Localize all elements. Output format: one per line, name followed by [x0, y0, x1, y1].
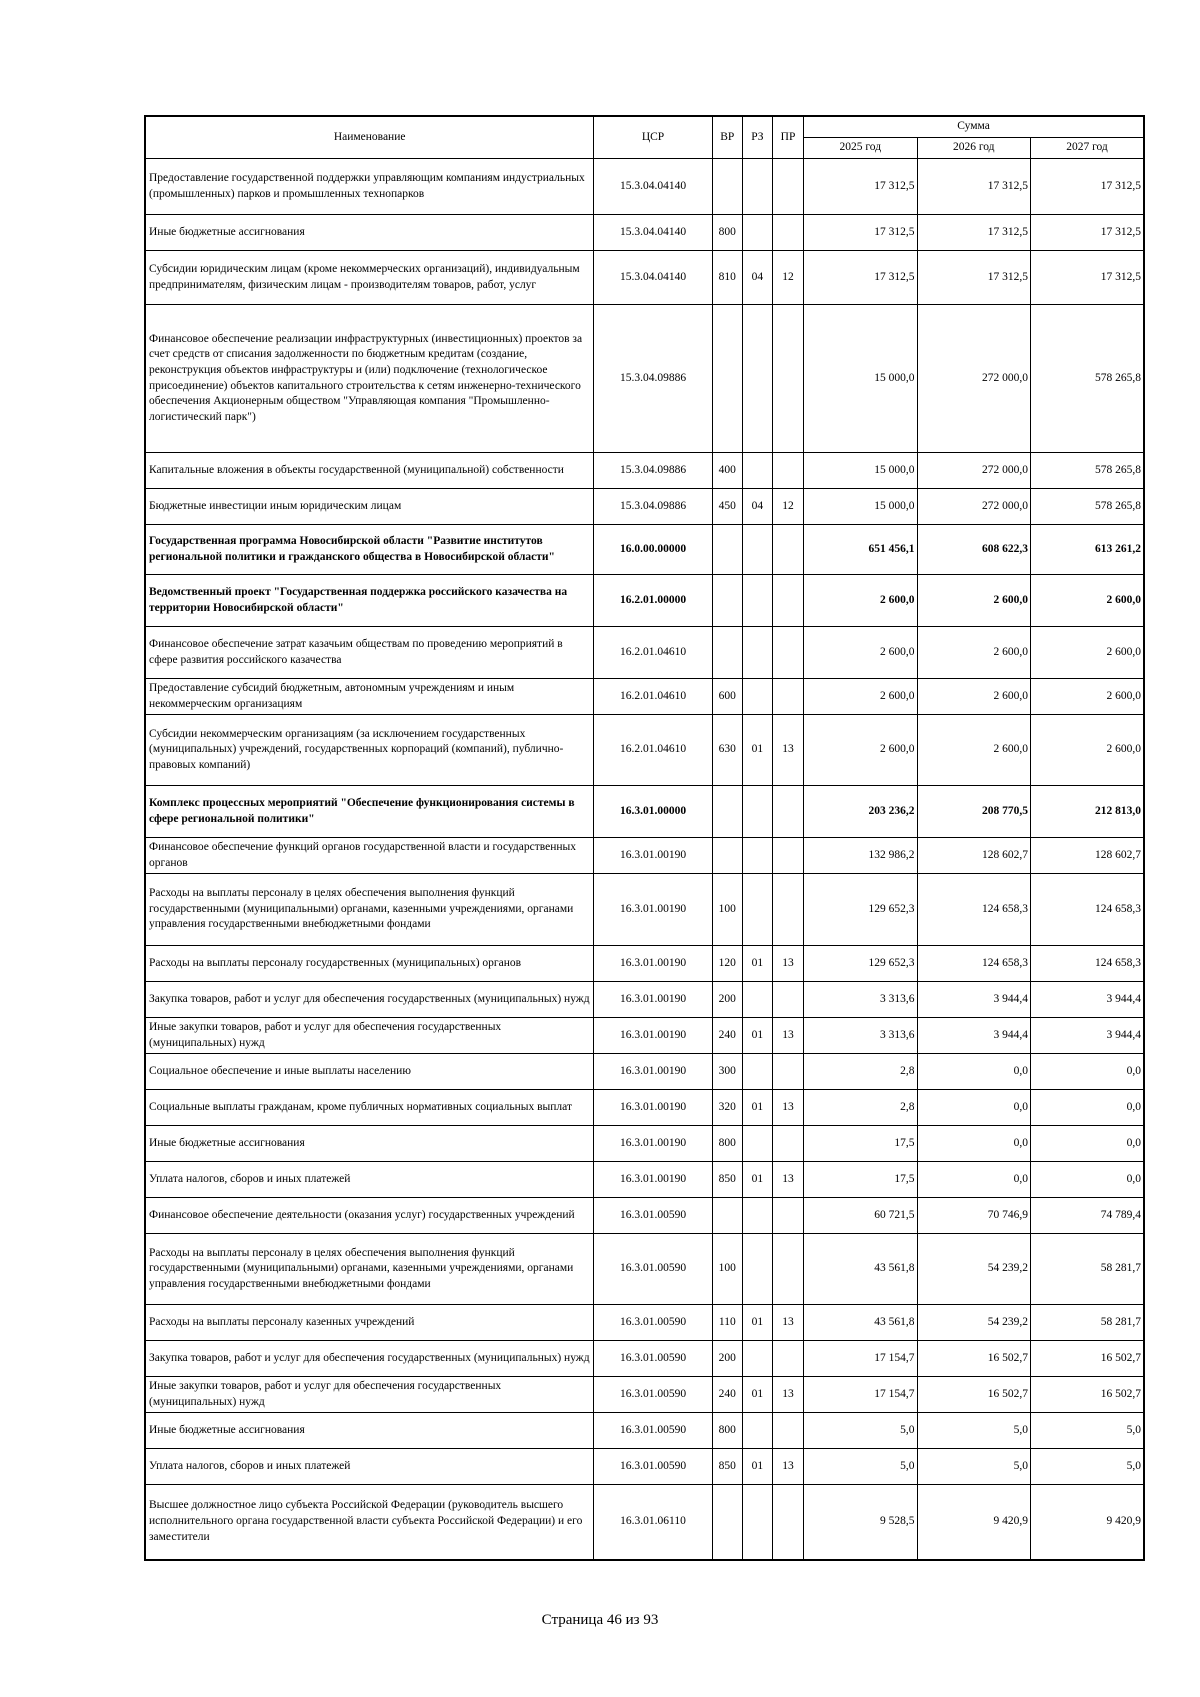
cell-pr: 13	[772, 1090, 803, 1126]
cell-csr: 16.0.00.00000	[594, 525, 712, 575]
cell-rz	[742, 838, 772, 874]
cell-2025: 2 600,0	[804, 715, 917, 786]
cell-2027: 2 600,0	[1030, 679, 1144, 715]
cell-name: Ведомственный проект "Государственная поддержка российского казачества на территории Новосибирской области"	[145, 575, 594, 627]
cell-csr: 16.3.01.00590	[594, 1198, 712, 1234]
cell-pr	[772, 1054, 803, 1090]
cell-rz: 01	[742, 1162, 772, 1198]
cell-name: Государственная программа Новосибирской области "Развитие институтов региональной политики и гражданского общества в Новосибирской области"	[145, 525, 594, 575]
cell-csr: 15.3.04.04140	[594, 215, 712, 251]
table-row	[145, 1485, 1144, 1560]
cell-rz: 01	[742, 1449, 772, 1485]
cell-csr: 16.3.01.00190	[594, 1090, 712, 1126]
cell-2025: 129 652,3	[804, 874, 917, 946]
table-row	[145, 1090, 1144, 1126]
cell-2025: 15 000,0	[804, 489, 917, 525]
cell-pr	[772, 627, 803, 679]
cell-csr: 16.3.01.00190	[594, 982, 712, 1018]
cell-csr: 16.3.01.00590	[594, 1234, 712, 1305]
cell-2027: 2 600,0	[1030, 575, 1144, 627]
cell-2025: 3 313,6	[804, 982, 917, 1018]
cell-rz: 01	[742, 1305, 772, 1341]
cell-2025: 17,5	[804, 1126, 917, 1162]
table-row	[145, 1234, 1144, 1305]
cell-2026: 17 312,5	[917, 215, 1030, 251]
cell-name: Иные бюджетные ассигнования	[145, 1413, 594, 1449]
cell-pr	[772, 525, 803, 575]
cell-rz: 01	[742, 715, 772, 786]
cell-csr: 16.3.01.00000	[594, 786, 712, 838]
cell-pr	[772, 982, 803, 1018]
cell-vr	[712, 525, 742, 575]
cell-2026: 54 239,2	[917, 1234, 1030, 1305]
cell-2026: 208 770,5	[917, 786, 1030, 838]
cell-csr: 16.3.01.00190	[594, 1162, 712, 1198]
cell-2026: 2 600,0	[917, 715, 1030, 786]
cell-name: Расходы на выплаты персоналу в целях обеспечения выполнения функций государственными (муниципальными) органами, казенными учреждениями, органами управления государственными внебюджетными фондами	[145, 874, 594, 946]
cell-name: Предоставление субсидий бюджетным, автономным учреждениям и иным некоммерческим организациям	[145, 679, 594, 715]
cell-2025: 17 312,5	[804, 215, 917, 251]
cell-vr: 810	[712, 251, 742, 305]
table-row	[145, 1126, 1144, 1162]
cell-rz: 01	[742, 1018, 772, 1054]
cell-2027: 16 502,7	[1030, 1377, 1144, 1413]
cell-rz	[742, 1341, 772, 1377]
cell-vr: 320	[712, 1090, 742, 1126]
cell-2026: 3 944,4	[917, 982, 1030, 1018]
cell-vr	[712, 159, 742, 215]
cell-name: Социальные выплаты гражданам, кроме публичных нормативных социальных выплат	[145, 1090, 594, 1126]
cell-pr	[772, 838, 803, 874]
cell-csr: 15.3.04.09886	[594, 305, 712, 453]
cell-pr	[772, 1126, 803, 1162]
cell-name: Капитальные вложения в объекты государственной (муниципальной) собственности	[145, 453, 594, 489]
cell-pr	[772, 1485, 803, 1560]
cell-2026: 124 658,3	[917, 946, 1030, 982]
cell-rz	[742, 575, 772, 627]
table-row	[145, 575, 1144, 627]
cell-2027: 5,0	[1030, 1413, 1144, 1449]
cell-name: Социальное обеспечение и иные выплаты населению	[145, 1054, 594, 1090]
cell-rz: 04	[742, 489, 772, 525]
cell-2027: 0,0	[1030, 1054, 1144, 1090]
cell-pr	[772, 874, 803, 946]
cell-pr	[772, 1234, 803, 1305]
cell-csr: 15.3.04.04140	[594, 159, 712, 215]
cell-rz	[742, 1198, 772, 1234]
cell-csr: 16.3.01.00590	[594, 1449, 712, 1485]
cell-rz	[742, 159, 772, 215]
cell-vr	[712, 786, 742, 838]
table-row	[145, 838, 1144, 874]
table-row	[145, 251, 1144, 305]
table-row	[145, 1198, 1144, 1234]
cell-2026: 16 502,7	[917, 1341, 1030, 1377]
cell-2027: 58 281,7	[1030, 1234, 1144, 1305]
cell-2026: 16 502,7	[917, 1377, 1030, 1413]
cell-2025: 17,5	[804, 1162, 917, 1198]
cell-2026: 272 000,0	[917, 305, 1030, 453]
cell-csr: 16.2.01.04610	[594, 679, 712, 715]
cell-2026: 9 420,9	[917, 1485, 1030, 1560]
table-row	[145, 627, 1144, 679]
cell-csr: 16.3.01.00190	[594, 1054, 712, 1090]
cell-name: Расходы на выплаты персоналу в целях обеспечения выполнения функций государственными (муниципальными) органами, казенными учреждениями, органами управления государственными внебюджетными фондами	[145, 1234, 594, 1305]
table-row	[145, 305, 1144, 453]
cell-csr: 16.3.01.00590	[594, 1305, 712, 1341]
cell-name: Иные бюджетные ассигнования	[145, 215, 594, 251]
cell-2026: 0,0	[917, 1054, 1030, 1090]
cell-csr: 16.3.01.00190	[594, 874, 712, 946]
cell-2025: 17 154,7	[804, 1341, 917, 1377]
cell-name: Расходы на выплаты персоналу казенных учреждений	[145, 1305, 594, 1341]
cell-name: Бюджетные инвестиции иным юридическим лицам	[145, 489, 594, 525]
table-body	[145, 159, 1144, 1560]
cell-vr: 240	[712, 1377, 742, 1413]
cell-vr	[712, 838, 742, 874]
cell-pr	[772, 1341, 803, 1377]
cell-rz	[742, 1485, 772, 1560]
table-row	[145, 159, 1144, 215]
cell-rz	[742, 874, 772, 946]
table-row	[145, 946, 1144, 982]
cell-2027: 124 658,3	[1030, 874, 1144, 946]
cell-csr: 15.3.04.09886	[594, 453, 712, 489]
cell-pr	[772, 786, 803, 838]
cell-2026: 608 622,3	[917, 525, 1030, 575]
cell-2027: 9 420,9	[1030, 1485, 1144, 1560]
cell-2025: 17 312,5	[804, 159, 917, 215]
cell-2025: 43 561,8	[804, 1305, 917, 1341]
cell-2025: 2 600,0	[804, 679, 917, 715]
cell-rz: 01	[742, 946, 772, 982]
cell-rz: 01	[742, 1090, 772, 1126]
table-row	[145, 1413, 1144, 1449]
header-pr: ПР	[772, 116, 803, 159]
cell-2025: 129 652,3	[804, 946, 917, 982]
cell-vr	[712, 627, 742, 679]
table-row	[145, 679, 1144, 715]
cell-2027: 2 600,0	[1030, 715, 1144, 786]
cell-2025: 2,8	[804, 1090, 917, 1126]
cell-2026: 17 312,5	[917, 251, 1030, 305]
cell-csr: 16.3.01.00190	[594, 1126, 712, 1162]
cell-2026: 2 600,0	[917, 627, 1030, 679]
cell-2027: 212 813,0	[1030, 786, 1144, 838]
header-rz: РЗ	[742, 116, 772, 159]
header-year-2027: 2027 год	[1030, 138, 1144, 159]
cell-rz: 04	[742, 251, 772, 305]
cell-2026: 124 658,3	[917, 874, 1030, 946]
cell-2027: 0,0	[1030, 1162, 1144, 1198]
header-name: Наименование	[145, 116, 594, 159]
cell-csr: 16.3.01.00190	[594, 838, 712, 874]
cell-2025: 15 000,0	[804, 453, 917, 489]
cell-rz	[742, 786, 772, 838]
cell-2026: 0,0	[917, 1162, 1030, 1198]
cell-name: Уплата налогов, сборов и иных платежей	[145, 1449, 594, 1485]
cell-name: Финансовое обеспечение функций органов государственной власти и государственных органов	[145, 838, 594, 874]
cell-csr: 16.3.01.00590	[594, 1413, 712, 1449]
cell-rz	[742, 982, 772, 1018]
cell-vr: 120	[712, 946, 742, 982]
cell-2025: 9 528,5	[804, 1485, 917, 1560]
cell-2027: 58 281,7	[1030, 1305, 1144, 1341]
cell-pr	[772, 679, 803, 715]
cell-rz	[742, 1054, 772, 1090]
cell-vr: 400	[712, 453, 742, 489]
cell-2026: 5,0	[917, 1413, 1030, 1449]
table-row	[145, 982, 1144, 1018]
cell-pr	[772, 453, 803, 489]
cell-rz	[742, 525, 772, 575]
cell-rz	[742, 627, 772, 679]
cell-2027: 74 789,4	[1030, 1198, 1144, 1234]
cell-vr: 110	[712, 1305, 742, 1341]
cell-pr	[772, 575, 803, 627]
cell-2025: 132 986,2	[804, 838, 917, 874]
cell-name: Финансовое обеспечение реализации инфраструктурных (инвестиционных) проектов за счет средств от списания задолженности по бюджетным кредитам (создание, реконструкция объектов инфраструктуры и (или) подключение (технологическое присоединение) объектов капитального строительства к сетям инженерно-технического обеспечения Акционерным обществом "Управляющая компания "Промышленно-логистический парк")	[145, 305, 594, 453]
cell-2025: 2 600,0	[804, 627, 917, 679]
cell-2027: 17 312,5	[1030, 215, 1144, 251]
cell-name: Финансовое обеспечение деятельности (оказания услуг) государственных учреждений	[145, 1198, 594, 1234]
cell-2026: 0,0	[917, 1090, 1030, 1126]
table-row	[145, 489, 1144, 525]
cell-2025: 2,8	[804, 1054, 917, 1090]
cell-2026: 0,0	[917, 1126, 1030, 1162]
cell-pr	[772, 305, 803, 453]
table-row	[145, 525, 1144, 575]
cell-name: Иные закупки товаров, работ и услуг для обеспечения государственных (муниципальных) нужд	[145, 1018, 594, 1054]
header-csr: ЦСР	[594, 116, 712, 159]
cell-2027: 5,0	[1030, 1449, 1144, 1485]
cell-vr: 600	[712, 679, 742, 715]
cell-vr	[712, 305, 742, 453]
cell-pr: 13	[772, 1449, 803, 1485]
cell-name: Финансовое обеспечение затрат казачьим обществам по проведению мероприятий в сфере развития российского казачества	[145, 627, 594, 679]
cell-name: Закупка товаров, работ и услуг для обеспечения государственных (муниципальных) нужд	[145, 982, 594, 1018]
cell-2026: 2 600,0	[917, 679, 1030, 715]
cell-2025: 2 600,0	[804, 575, 917, 627]
cell-csr: 16.3.01.00190	[594, 946, 712, 982]
cell-2026: 5,0	[917, 1449, 1030, 1485]
cell-2025: 15 000,0	[804, 305, 917, 453]
cell-2027: 0,0	[1030, 1126, 1144, 1162]
table-header	[145, 116, 1144, 159]
header-year-2025: 2025 год	[804, 138, 917, 159]
cell-vr: 100	[712, 874, 742, 946]
cell-csr: 16.3.01.06110	[594, 1485, 712, 1560]
cell-2025: 17 154,7	[804, 1377, 917, 1413]
cell-vr: 800	[712, 1126, 742, 1162]
cell-csr: 16.3.01.00190	[594, 1018, 712, 1054]
table-row	[145, 874, 1144, 946]
cell-name: Субсидии юридическим лицам (кроме некоммерческих организаций), индивидуальным предпринимателям, физическим лицам - производителям товаров, работ, услуг	[145, 251, 594, 305]
cell-2027: 578 265,8	[1030, 305, 1144, 453]
cell-2025: 17 312,5	[804, 251, 917, 305]
cell-name: Субсидии некоммерческим организациям (за исключением государственных (муниципальных) учреждений, государственных корпораций (компаний), публично-правовых компаний)	[145, 715, 594, 786]
cell-name: Расходы на выплаты персоналу государственных (муниципальных) органов	[145, 946, 594, 982]
cell-csr: 15.3.04.09886	[594, 489, 712, 525]
cell-vr: 850	[712, 1449, 742, 1485]
cell-csr: 16.2.01.00000	[594, 575, 712, 627]
cell-pr: 13	[772, 715, 803, 786]
table-row	[145, 1449, 1144, 1485]
cell-2025: 3 313,6	[804, 1018, 917, 1054]
table-row	[145, 1018, 1144, 1054]
cell-rz	[742, 305, 772, 453]
cell-vr: 800	[712, 215, 742, 251]
cell-vr: 850	[712, 1162, 742, 1198]
cell-2026: 2 600,0	[917, 575, 1030, 627]
cell-2027: 3 944,4	[1030, 982, 1144, 1018]
page-number: Страница 46 из 93	[541, 1612, 659, 1628]
cell-vr: 200	[712, 1341, 742, 1377]
cell-name: Предоставление государственной поддержки управляющим компаниям индустриальных (промышленных) парков и промышленных технопарков	[145, 159, 594, 215]
table-row	[145, 1377, 1144, 1413]
cell-pr	[772, 1413, 803, 1449]
cell-vr: 630	[712, 715, 742, 786]
cell-pr: 13	[772, 946, 803, 982]
cell-2025: 43 561,8	[804, 1234, 917, 1305]
cell-2027: 2 600,0	[1030, 627, 1144, 679]
table-row	[145, 786, 1144, 838]
cell-csr: 16.3.01.00590	[594, 1341, 712, 1377]
table-row	[145, 453, 1144, 489]
cell-2027: 0,0	[1030, 1090, 1144, 1126]
cell-csr: 16.2.01.04610	[594, 627, 712, 679]
cell-rz	[742, 679, 772, 715]
cell-csr: 16.2.01.04610	[594, 715, 712, 786]
cell-vr: 100	[712, 1234, 742, 1305]
cell-pr: 13	[772, 1162, 803, 1198]
cell-2025: 5,0	[804, 1449, 917, 1485]
cell-2026: 128 602,7	[917, 838, 1030, 874]
table-row	[145, 215, 1144, 251]
cell-2027: 578 265,8	[1030, 453, 1144, 489]
cell-pr: 12	[772, 251, 803, 305]
cell-name: Комплекс процессных мероприятий "Обеспечение функционирования системы в сфере региональной политики"	[145, 786, 594, 838]
cell-rz	[742, 215, 772, 251]
cell-rz	[742, 453, 772, 489]
cell-2026: 272 000,0	[917, 453, 1030, 489]
cell-rz	[742, 1234, 772, 1305]
cell-2026: 17 312,5	[917, 159, 1030, 215]
cell-2027: 124 658,3	[1030, 946, 1144, 982]
table-row	[145, 1305, 1144, 1341]
cell-vr	[712, 1198, 742, 1234]
cell-name: Закупка товаров, работ и услуг для обеспечения государственных (муниципальных) нужд	[145, 1341, 594, 1377]
cell-pr	[772, 1198, 803, 1234]
cell-2027: 578 265,8	[1030, 489, 1144, 525]
cell-vr: 240	[712, 1018, 742, 1054]
cell-2027: 16 502,7	[1030, 1341, 1144, 1377]
cell-2027: 17 312,5	[1030, 251, 1144, 305]
cell-csr: 15.3.04.04140	[594, 251, 712, 305]
cell-2027: 3 944,4	[1030, 1018, 1144, 1054]
cell-name: Высшее должностное лицо субъекта Российской Федерации (руководитель высшего исполнительного органа государственной власти субъекта Российской Федерации) и его заместители	[145, 1485, 594, 1560]
cell-pr	[772, 215, 803, 251]
cell-rz: 01	[742, 1377, 772, 1413]
cell-2027: 128 602,7	[1030, 838, 1144, 874]
header-year-2026: 2026 год	[917, 138, 1030, 159]
cell-2027: 613 261,2	[1030, 525, 1144, 575]
cell-vr: 800	[712, 1413, 742, 1449]
cell-2025: 60 721,5	[804, 1198, 917, 1234]
header-vr: ВР	[712, 116, 742, 159]
cell-rz	[742, 1413, 772, 1449]
cell-pr: 12	[772, 489, 803, 525]
cell-2025: 203 236,2	[804, 786, 917, 838]
table-row	[145, 1341, 1144, 1377]
cell-vr	[712, 575, 742, 627]
cell-2026: 272 000,0	[917, 489, 1030, 525]
budget-table	[144, 115, 1145, 1561]
cell-2027: 17 312,5	[1030, 159, 1144, 215]
table-row	[145, 715, 1144, 786]
cell-name: Уплата налогов, сборов и иных платежей	[145, 1162, 594, 1198]
cell-name: Иные бюджетные ассигнования	[145, 1126, 594, 1162]
header-sum: Сумма	[804, 116, 1144, 138]
cell-2025: 651 456,1	[804, 525, 917, 575]
cell-pr	[772, 159, 803, 215]
cell-name: Иные закупки товаров, работ и услуг для обеспечения государственных (муниципальных) нужд	[145, 1377, 594, 1413]
table-row	[145, 1054, 1144, 1090]
cell-vr: 300	[712, 1054, 742, 1090]
cell-vr	[712, 1485, 742, 1560]
cell-csr: 16.3.01.00590	[594, 1377, 712, 1413]
cell-2025: 5,0	[804, 1413, 917, 1449]
cell-pr: 13	[772, 1377, 803, 1413]
table-row	[145, 1162, 1144, 1198]
cell-2026: 54 239,2	[917, 1305, 1030, 1341]
cell-2026: 70 746,9	[917, 1198, 1030, 1234]
cell-rz	[742, 1126, 772, 1162]
cell-vr: 200	[712, 982, 742, 1018]
cell-pr: 13	[772, 1305, 803, 1341]
cell-vr: 450	[712, 489, 742, 525]
cell-pr: 13	[772, 1018, 803, 1054]
cell-2026: 3 944,4	[917, 1018, 1030, 1054]
